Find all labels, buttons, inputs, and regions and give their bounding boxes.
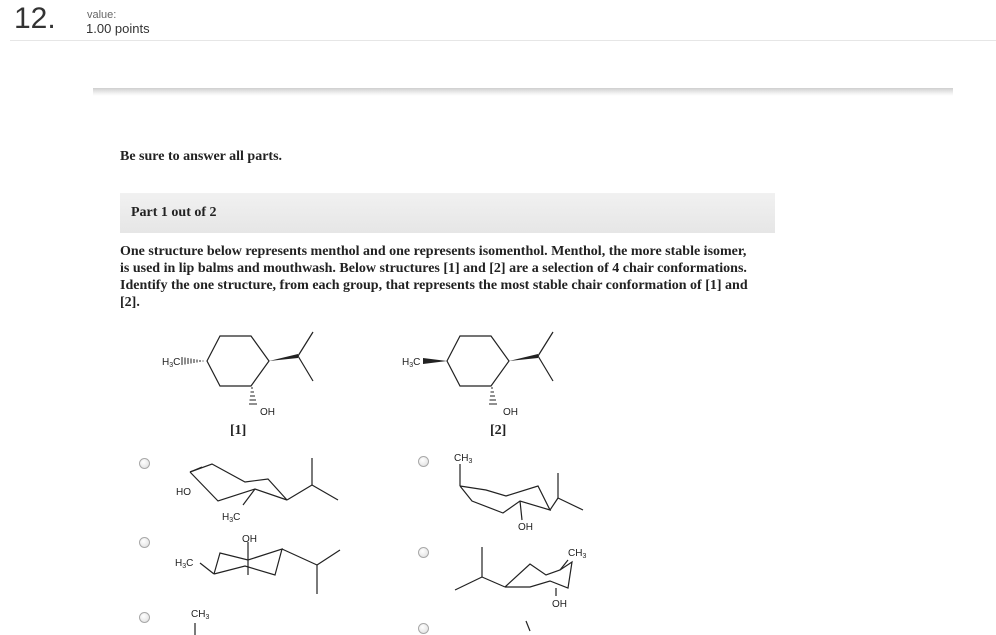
- part-label: Part 1 out of 2: [131, 205, 217, 220]
- svg-text:H3C: $H_3C$: [175, 558, 194, 570]
- svg-text:CH3: $CH_3$: [191, 609, 210, 621]
- question-number: 12.: [14, 2, 56, 35]
- section-divider: [93, 88, 953, 96]
- group-2-choice-c-diagram: [510, 618, 540, 631]
- svg-text:H3C: $H_3C$: [162, 357, 181, 369]
- svg-text:OH: OH: [552, 599, 567, 610]
- structure-1-diagram: [150, 325, 350, 425]
- group-1-choice-a-radio[interactable]: [139, 458, 150, 469]
- svg-text:OH: OH: [242, 534, 257, 545]
- svg-text:CH3: $CH_3$: [454, 453, 473, 465]
- group-1-choice-c-radio[interactable]: [139, 612, 150, 623]
- value-label: value:: [87, 9, 117, 21]
- instruction-text: Be sure to answer all parts.: [120, 149, 283, 164]
- svg-text:H3C: $H_3C$: [402, 357, 421, 369]
- group-1-choice-a-diagram: [170, 450, 350, 530]
- structure-2-diagram: [390, 325, 590, 425]
- svg-text:OH: OH: [518, 522, 533, 533]
- question-prompt: One structure below represents menthol and one represents isomenthol. Menthol, the more stable isomer, is used in lip balms and mouthwash. Below structures [1] and [2] are a selection of 4 chair conformations. Identify the one structure, from each group, that represents the most stable chair conformation of [1] and [2].: [120, 244, 748, 310]
- part-header: [120, 193, 775, 233]
- svg-text:HO: HO: [176, 487, 191, 498]
- svg-text:CH3: $CH_3$: [568, 548, 587, 560]
- value-points: 1.00 points: [86, 21, 150, 36]
- structure-1-label: [1]: [230, 423, 247, 438]
- group-2-choice-a-radio[interactable]: [418, 456, 429, 467]
- group-2-choice-b-diagram: [450, 540, 600, 615]
- svg-text:OH: OH: [260, 407, 275, 418]
- group-2-choice-c-radio[interactable]: [418, 623, 429, 634]
- structure-2-label: [2]: [490, 423, 507, 438]
- group-1-choice-b-diagram: [170, 530, 350, 600]
- svg-text:OH: OH: [503, 407, 518, 418]
- group-1-choice-b-radio[interactable]: [139, 537, 150, 548]
- header-divider: [10, 40, 996, 41]
- group-2-choice-a-diagram: [450, 450, 600, 540]
- group-2-choice-b-radio[interactable]: [418, 547, 429, 558]
- svg-text:H3C: $H_3C$: [222, 512, 241, 524]
